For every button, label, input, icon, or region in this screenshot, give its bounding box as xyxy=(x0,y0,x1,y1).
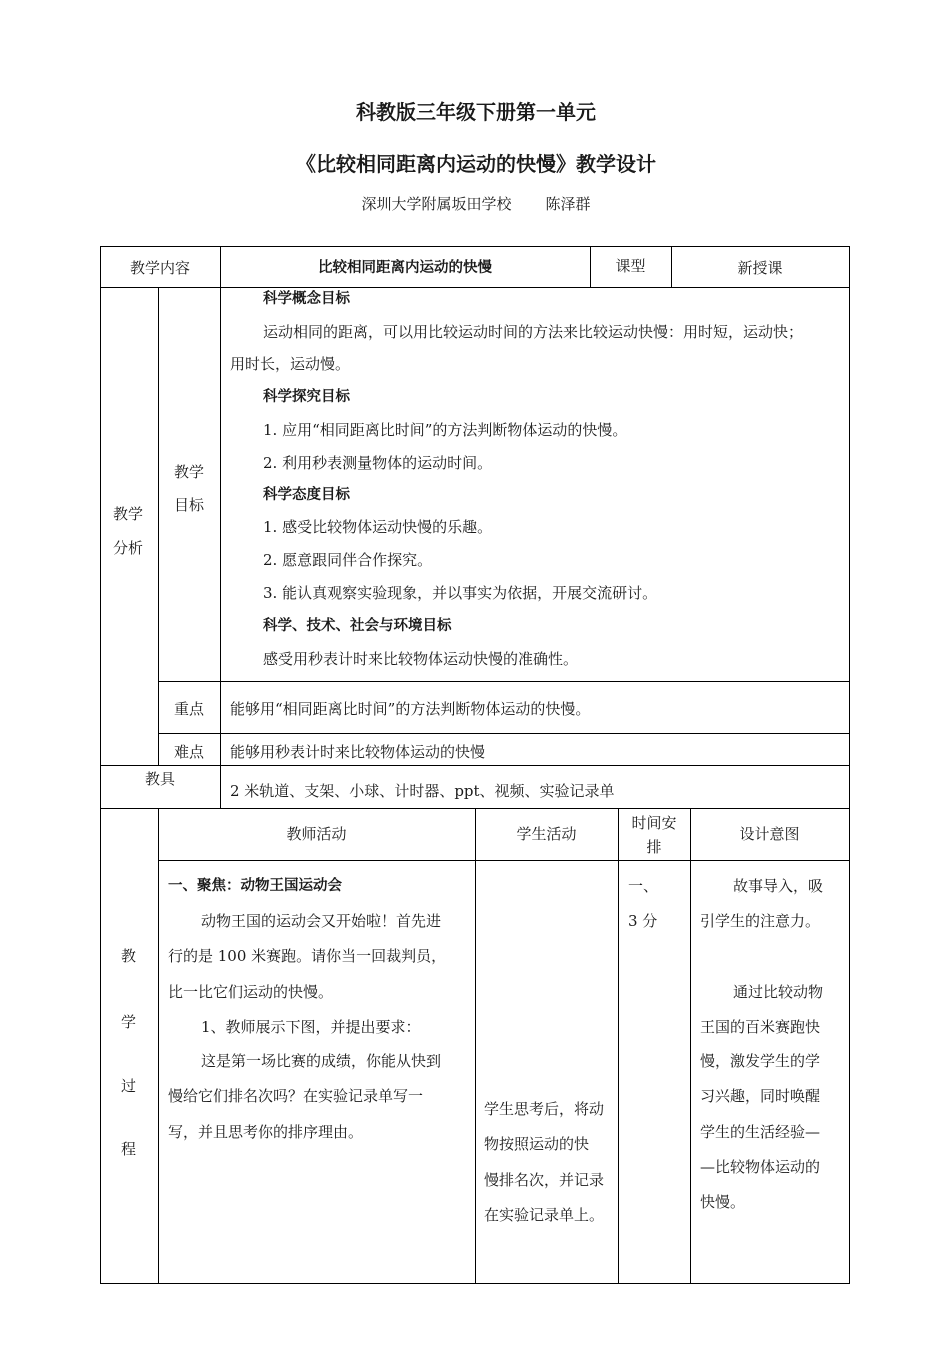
process-label-char: 教 xyxy=(121,947,137,965)
col-student-activity: 学生活动 xyxy=(516,825,577,843)
intent-line: 通过比较动物 xyxy=(733,983,824,1001)
attitude-item: 2. 愿意跟同伴合作探究。 xyxy=(263,551,433,569)
author-line xyxy=(0,193,952,214)
col-time-line1: 时间安 xyxy=(631,814,677,832)
attitude-item: 1. 感受比较物体运动快慢的乐趣。 xyxy=(263,518,493,536)
col-teacher-activity: 教师活动 xyxy=(286,825,347,843)
content-value: 比较相同距离内运动的快慢 xyxy=(318,260,492,276)
tools-label: 教具 xyxy=(144,770,175,788)
inquiry-heading: 科学探究目标 xyxy=(263,389,350,405)
teacher-line: 比一比它们运动的快慢。 xyxy=(168,983,334,1001)
teacher-line: 写，并且思考你的排序理由。 xyxy=(168,1123,364,1141)
intent-line: 快慢。 xyxy=(700,1193,746,1211)
process-label-char: 过 xyxy=(121,1077,137,1095)
time-line1: 一、 xyxy=(628,877,659,895)
attitude-heading: 科学态度目标 xyxy=(263,487,350,503)
time-line2: 3 分 xyxy=(628,912,658,930)
student-line: 慢排名次，并记录 xyxy=(484,1171,605,1189)
inquiry-item: 1. 应用“相同距离比时间”的方法判断物体运动的快慢。 xyxy=(263,421,628,439)
intent-line: 故事导入，吸 xyxy=(733,877,824,895)
teacher-line: 这是第一场比赛的成绩，你能从快到 xyxy=(201,1052,442,1070)
tools-text: 2 米轨道、支架、小球、计时器、ppt、视频、实验记录单 xyxy=(230,782,615,800)
concept-text-2: 用时长，运动慢。 xyxy=(230,355,351,373)
stse-text: 感受用秒表计时来比较物体运动快慢的准确性。 xyxy=(263,650,579,668)
analysis-label-2: 分析 xyxy=(113,539,144,557)
teacher-line: 动物王国的运动会又开始啦！首先进 xyxy=(201,912,442,930)
student-line: 学生思考后，将动 xyxy=(484,1100,605,1118)
document-subtitle: 《比较相同距离内运动的快慢》教学设计 xyxy=(296,152,656,176)
col-design-intent: 设计意图 xyxy=(739,825,800,843)
teacher-line: 行的是 100 米赛跑。请你当一回裁判员， xyxy=(168,947,447,965)
author-name: 陈泽群 xyxy=(545,195,591,213)
key-point-label: 重点 xyxy=(173,700,204,718)
intent-line: 学生的生活经验— xyxy=(700,1123,821,1141)
concept-heading: 科学概念目标 xyxy=(263,291,350,307)
student-line: 物按照运动的快 xyxy=(484,1135,590,1153)
stse-heading: 科学、技术、社会与环境目标 xyxy=(263,618,452,634)
analysis-label-1: 教学 xyxy=(113,505,144,523)
student-line: 在实验记录单上。 xyxy=(484,1206,605,1224)
concept-text-1: 运动相同的距离，可以用比较运动时间的方法来比较运动快慢：用时短，运动快； xyxy=(263,323,804,341)
inquiry-item: 2. 利用秒表测量物体的运动时间。 xyxy=(263,454,493,472)
objectives-label-2: 目标 xyxy=(174,496,205,514)
intent-line: 引学生的注意力。 xyxy=(700,912,821,930)
school-name: 深圳大学附属坂田学校 xyxy=(361,195,512,213)
lesson-type-value: 新授课 xyxy=(737,259,783,277)
attitude-item: 3. 能认真观察实验现象，并以事实为依据，开展交流研讨。 xyxy=(263,584,658,602)
teacher-line: 慢给它们排名次吗？在实验记录单写一 xyxy=(168,1087,424,1105)
col-time-line2: 排 xyxy=(646,838,662,856)
process-label-char: 学 xyxy=(121,1013,137,1031)
content-label: 教学内容 xyxy=(129,259,190,277)
intent-line: 慢，激发学生的学 xyxy=(700,1052,821,1070)
intent-line: 王国的百米赛跑快 xyxy=(700,1018,821,1036)
intent-line: —比较物体运动的 xyxy=(700,1158,821,1176)
lesson-type-label: 课型 xyxy=(615,257,646,275)
teacher-line: 1、教师展示下图，并提出要求： xyxy=(201,1018,421,1036)
key-point-text: 能够用“相同距离比时间”的方法判断物体运动的快慢。 xyxy=(230,700,591,718)
difficulty-text: 能够用秒表计时来比较物体运动的快慢 xyxy=(230,743,486,761)
teacher-heading: 一、聚焦：动物王国运动会 xyxy=(168,878,342,894)
objectives-label-1: 教学 xyxy=(174,463,205,481)
difficulty-label: 难点 xyxy=(173,743,204,761)
process-label-char: 程 xyxy=(121,1140,137,1158)
intent-line: 习兴趣，同时唤醒 xyxy=(700,1087,821,1105)
document-title: 科教版三年级下册第一单元 xyxy=(356,100,596,124)
